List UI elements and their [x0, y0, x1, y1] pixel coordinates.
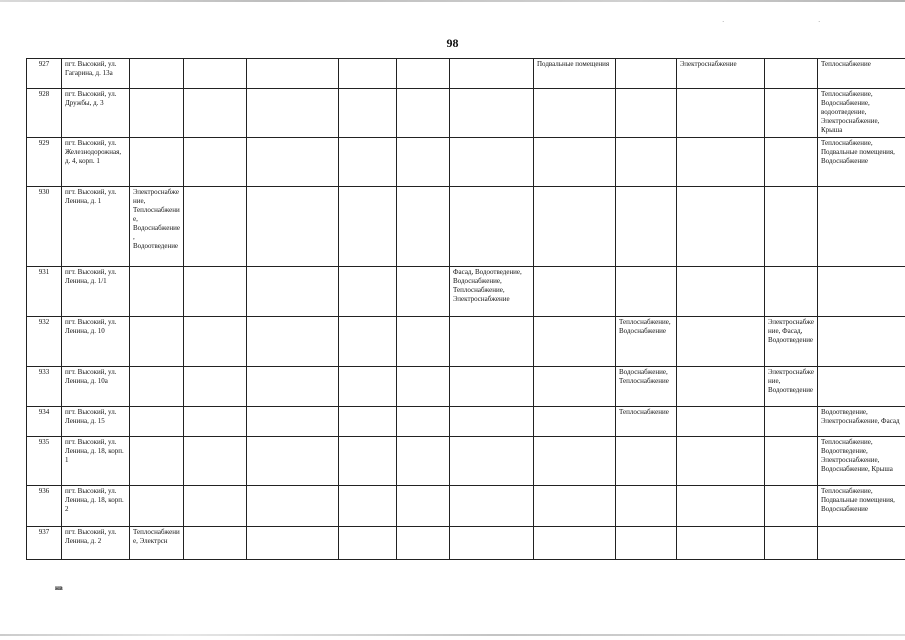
works-col-11: Теплоснабжение, Подвальные помещения, Водоснабжение	[818, 138, 905, 187]
works-col-9: Электроснабжение	[677, 59, 765, 89]
address-cell: пгт. Высокий, ул. Ленина, д. 10а	[62, 367, 130, 407]
table-row	[27, 437, 905, 486]
works-col-5	[397, 267, 450, 317]
works-col-5	[397, 59, 450, 89]
row-number: 929	[27, 138, 62, 187]
works-col-10: Электроснабжение, Фасад, Водоотведение	[765, 317, 818, 367]
works-col-1	[130, 267, 184, 317]
works-col-10: Электроснабжение, Водоотведение	[765, 367, 818, 407]
works-col-2	[184, 407, 247, 437]
works-col-6	[450, 59, 534, 89]
row-number: 933	[27, 367, 62, 407]
table-row	[27, 317, 905, 367]
works-col-4	[339, 367, 397, 407]
works-col-8	[616, 89, 677, 138]
registry-body	[27, 59, 905, 560]
works-col-2	[184, 89, 247, 138]
works-col-8	[616, 527, 677, 560]
works-col-10	[765, 187, 818, 267]
works-col-4	[339, 317, 397, 367]
works-col-1: Электроснабжение, Теплоснабжение, Водоснабжение, Водоотведение	[130, 187, 184, 267]
scan-speck: ·	[722, 18, 725, 26]
table-row	[27, 89, 905, 138]
works-col-8: Водоснабжение, Теплоснабжение	[616, 367, 677, 407]
works-col-11	[818, 527, 905, 560]
works-col-4	[339, 89, 397, 138]
works-col-11	[818, 367, 905, 407]
works-col-7	[534, 317, 616, 367]
works-col-3	[247, 486, 339, 527]
works-col-1	[130, 89, 184, 138]
works-col-2	[184, 437, 247, 486]
table-row	[27, 407, 905, 437]
works-col-4	[339, 138, 397, 187]
works-col-11: Водоотведение, Электроснабжение, Фасад	[818, 407, 905, 437]
address-cell: пгт. Высокий, ул. Ленина, д. 18, корп. 1	[62, 437, 130, 486]
works-col-8	[616, 187, 677, 267]
works-col-4	[339, 527, 397, 560]
address-cell: пгт. Высокий, ул. Железнодорожная, д. 4, корп. 1	[62, 138, 130, 187]
row-number: 927	[27, 59, 62, 89]
works-col-2	[184, 187, 247, 267]
works-col-10	[765, 59, 818, 89]
address-cell: пгт. Высокий, ул. Ленина, д. 2	[62, 527, 130, 560]
works-col-4	[339, 486, 397, 527]
works-col-2	[184, 367, 247, 407]
row-number: 937	[27, 527, 62, 560]
address-cell: пгт. Высокий, ул. Ленина, д. 18, корп. 2	[62, 486, 130, 527]
works-col-6	[450, 437, 534, 486]
works-col-1	[130, 367, 184, 407]
works-col-6	[450, 187, 534, 267]
works-col-3	[247, 527, 339, 560]
address-cell: пгт. Высокий, ул. Ленина, д. 1	[62, 187, 130, 267]
address-cell: пгт. Высокий, ул. Ленина, д. 15	[62, 407, 130, 437]
works-col-6	[450, 138, 534, 187]
row-number: 935	[27, 437, 62, 486]
works-col-8: Теплоснабжение	[616, 407, 677, 437]
works-col-5	[397, 89, 450, 138]
works-col-6	[450, 89, 534, 138]
works-col-11: Теплоснабжение	[818, 59, 905, 89]
works-col-7	[534, 367, 616, 407]
works-col-10	[765, 89, 818, 138]
works-col-6: Фасад, Водоотведение, Водоснабжение, Теплоснабжение, Электроснабжение	[450, 267, 534, 317]
works-col-9	[677, 367, 765, 407]
row-number: 934	[27, 407, 62, 437]
works-col-9	[677, 267, 765, 317]
table-row	[27, 59, 905, 89]
works-col-5	[397, 437, 450, 486]
works-col-5	[397, 527, 450, 560]
works-col-3	[247, 59, 339, 89]
works-col-8: Теплоснабжение, Водоснабжение	[616, 317, 677, 367]
works-col-11	[818, 267, 905, 317]
works-col-4	[339, 59, 397, 89]
works-col-9	[677, 437, 765, 486]
works-col-9	[677, 138, 765, 187]
registry-table	[26, 58, 905, 560]
works-col-8	[616, 59, 677, 89]
works-col-7	[534, 267, 616, 317]
table-row	[27, 138, 905, 187]
scan-edge-bottom	[0, 634, 905, 636]
works-col-8	[616, 486, 677, 527]
works-col-7	[534, 89, 616, 138]
works-col-3	[247, 367, 339, 407]
works-col-10	[765, 407, 818, 437]
table-row	[27, 367, 905, 407]
works-col-5	[397, 407, 450, 437]
works-col-5	[397, 317, 450, 367]
row-number: 932	[27, 317, 62, 367]
works-col-9	[677, 486, 765, 527]
works-col-9	[677, 407, 765, 437]
works-col-7	[534, 187, 616, 267]
footer-code: нв	[55, 584, 63, 592]
works-col-1	[130, 317, 184, 367]
works-col-10	[765, 437, 818, 486]
works-col-8	[616, 267, 677, 317]
works-col-8	[616, 138, 677, 187]
table-row	[27, 527, 905, 560]
works-col-3	[247, 89, 339, 138]
works-col-10	[765, 486, 818, 527]
table-row	[27, 486, 905, 527]
works-col-8	[616, 437, 677, 486]
works-col-11: Теплоснабжение, Подвальные помещения, Водоснабжение	[818, 486, 905, 527]
works-col-6	[450, 317, 534, 367]
address-cell: пгт. Высокий, ул. Ленина, д. 10	[62, 317, 130, 367]
works-col-4	[339, 187, 397, 267]
works-col-9	[677, 527, 765, 560]
works-col-1	[130, 59, 184, 89]
works-col-4	[339, 407, 397, 437]
works-col-1	[130, 486, 184, 527]
works-col-6	[450, 486, 534, 527]
works-col-3	[247, 187, 339, 267]
works-col-11	[818, 187, 905, 267]
works-col-4	[339, 437, 397, 486]
page-number: 98	[446, 36, 459, 50]
works-col-3	[247, 437, 339, 486]
works-col-7	[534, 437, 616, 486]
works-col-11: Теплоснабжение, Водоотведение, Электроснабжение, Водоснабжение, Крыша	[818, 437, 905, 486]
works-col-11: Теплоснабжение, Водоснабжение, водоотведение, Электроснабжение, Крыша	[818, 89, 905, 138]
works-col-2	[184, 527, 247, 560]
row-number: 936	[27, 486, 62, 527]
works-col-7	[534, 527, 616, 560]
works-col-2	[184, 486, 247, 527]
row-number: 928	[27, 89, 62, 138]
works-col-10	[765, 267, 818, 317]
works-col-3	[247, 267, 339, 317]
address-cell: пгт. Высокий, ул. Дружбы, д. 3	[62, 89, 130, 138]
works-col-11	[818, 317, 905, 367]
address-cell: пгт. Высокий, ул. Гагарина, д. 13а	[62, 59, 130, 89]
table-row	[27, 267, 905, 317]
works-col-3	[247, 138, 339, 187]
works-col-7	[534, 138, 616, 187]
scan-edge-top	[0, 0, 905, 2]
works-col-9	[677, 89, 765, 138]
works-col-1: Теплоснабжение, Электрсн	[130, 527, 184, 560]
works-col-1	[130, 437, 184, 486]
works-col-5	[397, 367, 450, 407]
works-col-7	[534, 486, 616, 527]
works-col-10	[765, 138, 818, 187]
works-col-2	[184, 138, 247, 187]
works-col-7	[534, 407, 616, 437]
scan-speck: ·	[818, 18, 821, 26]
works-col-5	[397, 138, 450, 187]
works-col-1	[130, 407, 184, 437]
works-col-1	[130, 138, 184, 187]
works-col-2	[184, 317, 247, 367]
works-col-9	[677, 187, 765, 267]
row-number: 931	[27, 267, 62, 317]
works-col-2	[184, 59, 247, 89]
works-col-5	[397, 187, 450, 267]
works-col-4	[339, 267, 397, 317]
works-col-7: Подвальные помещения	[534, 59, 616, 89]
works-col-5	[397, 486, 450, 527]
row-number: 930	[27, 187, 62, 267]
works-col-9	[677, 317, 765, 367]
works-col-2	[184, 267, 247, 317]
works-col-6	[450, 527, 534, 560]
works-col-6	[450, 367, 534, 407]
works-col-3	[247, 317, 339, 367]
works-col-10	[765, 527, 818, 560]
address-cell: пгт. Высокий, ул. Ленина, д. 1/1	[62, 267, 130, 317]
table-row	[27, 187, 905, 267]
works-col-6	[450, 407, 534, 437]
works-col-3	[247, 407, 339, 437]
